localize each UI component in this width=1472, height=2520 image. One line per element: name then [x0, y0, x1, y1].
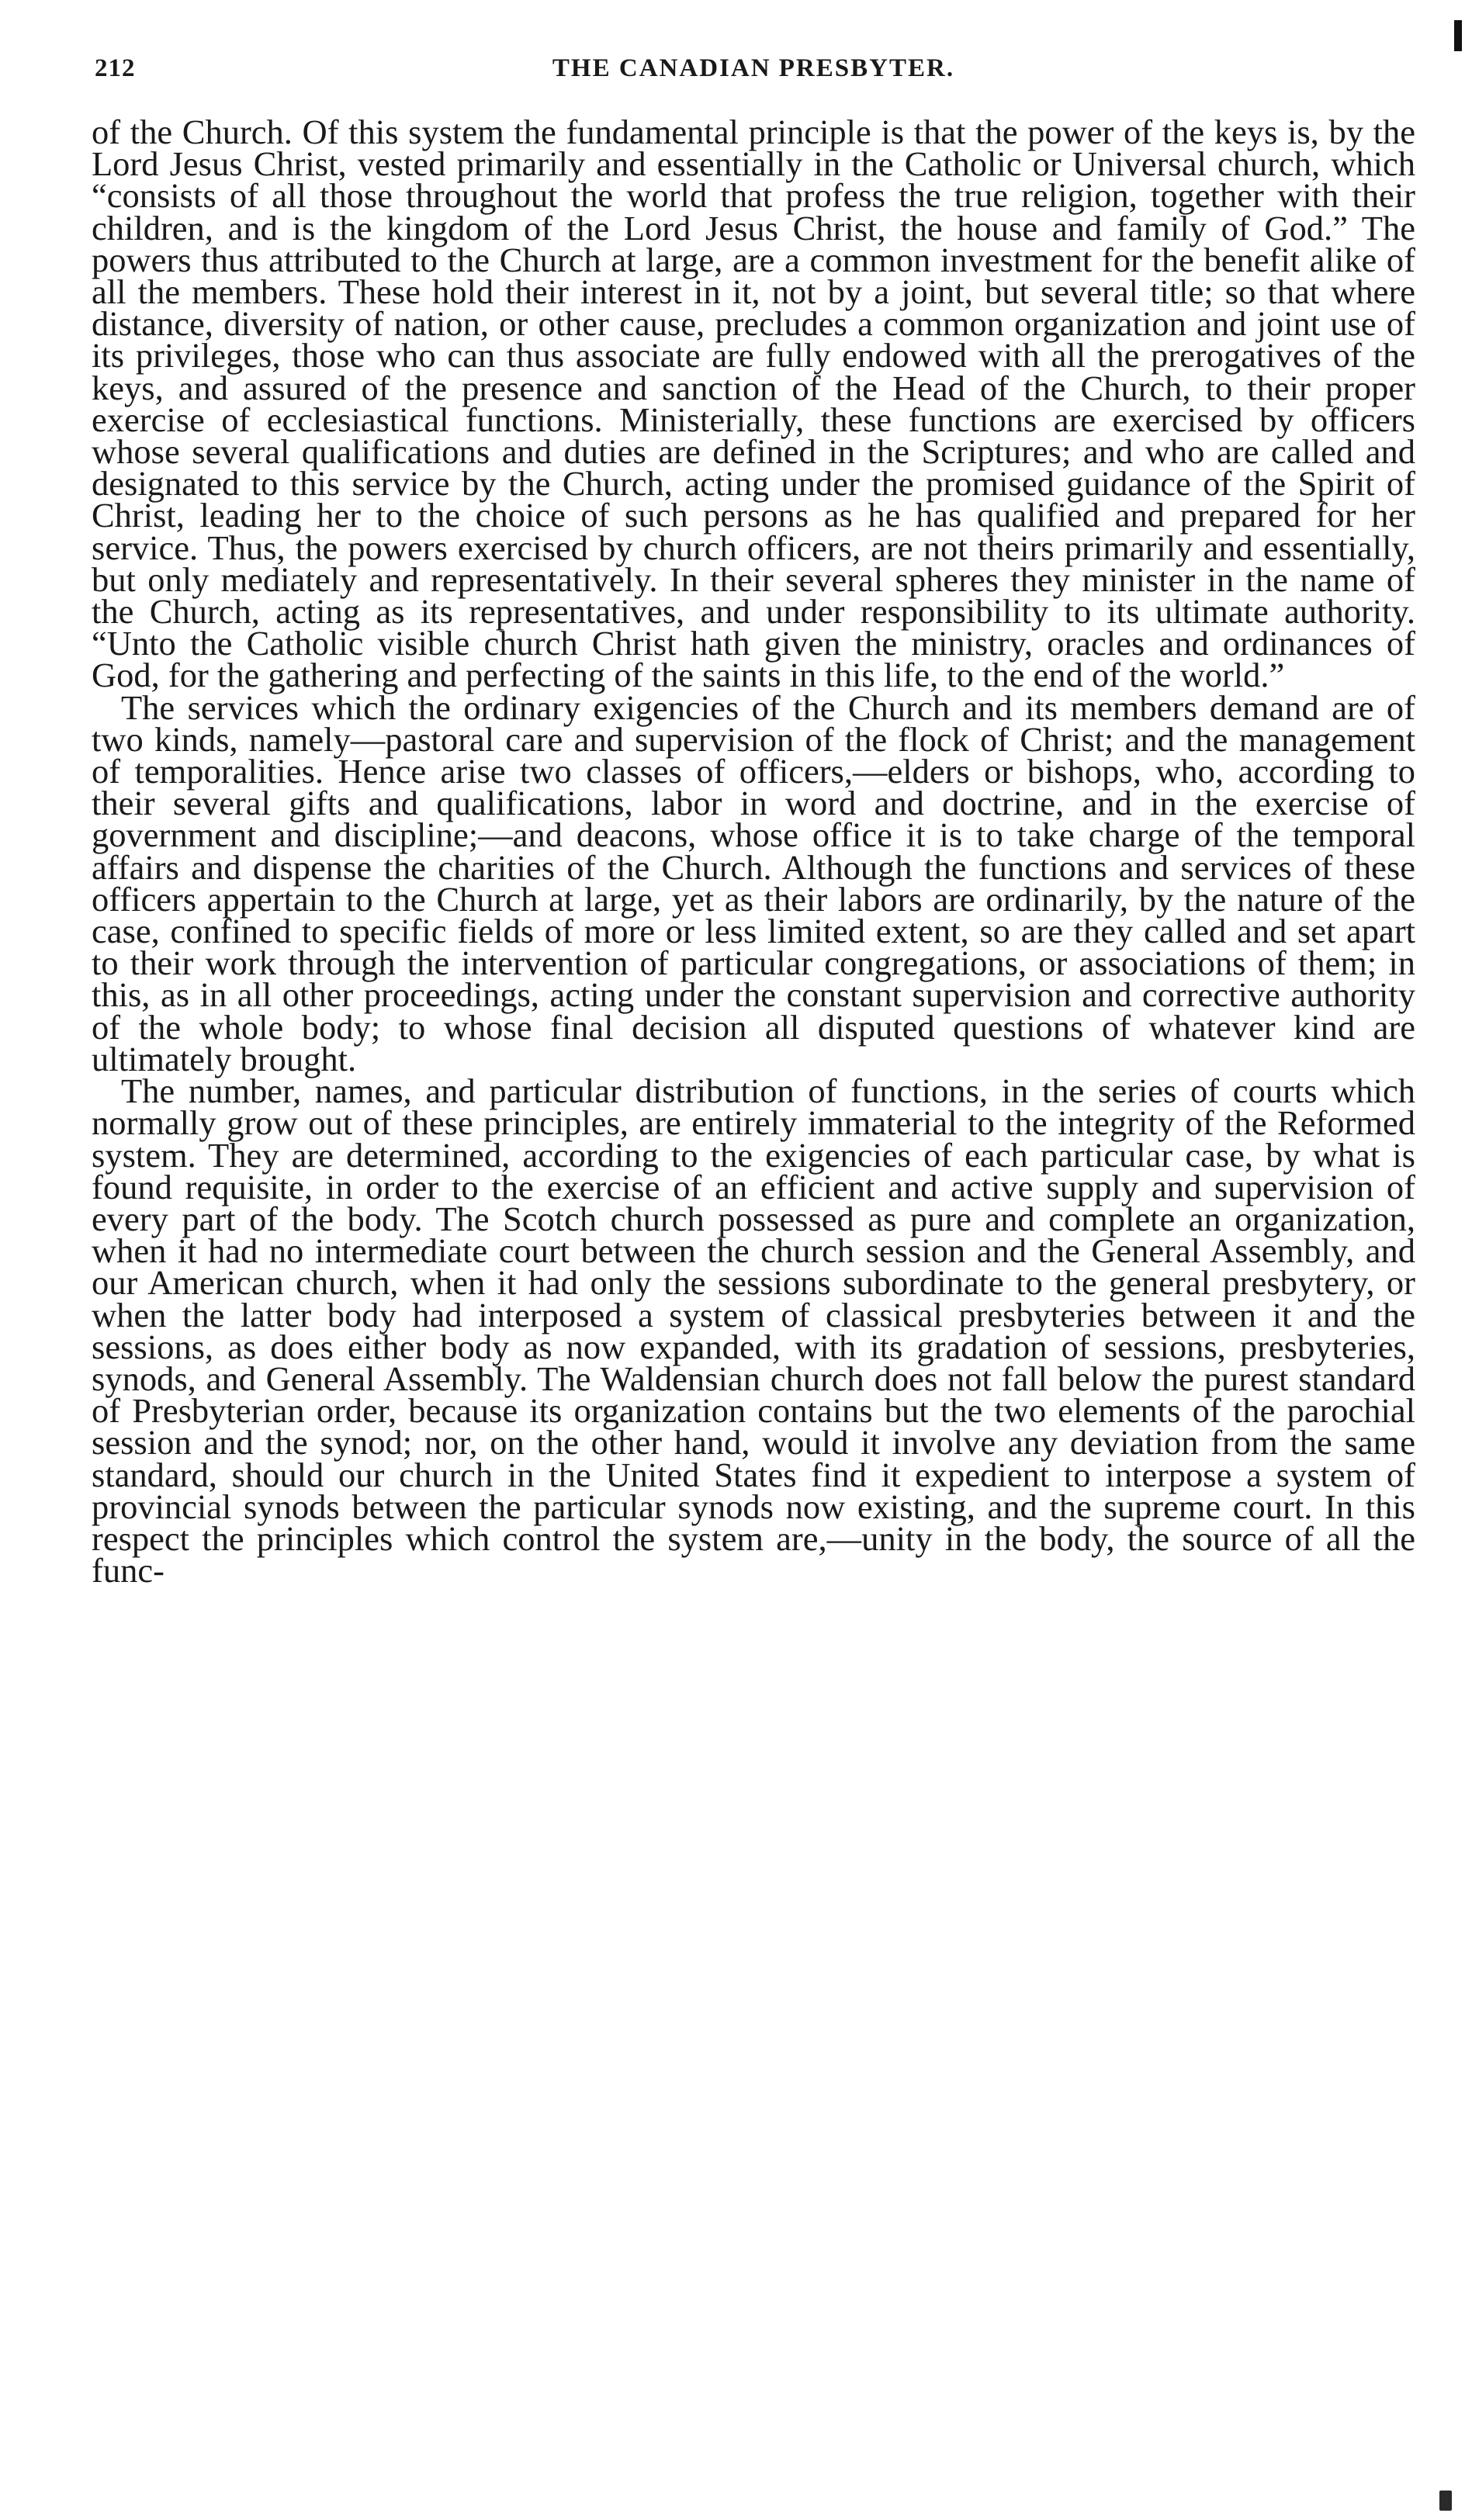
scan-corner-mark [1439, 2491, 1452, 2511]
body-text [92, 112, 1415, 1591]
document-page [92, 54, 1415, 1591]
page-number: 212 [95, 54, 136, 82]
paragraph-courts: The number, names, and particular distribution of functions, in the series of courts which normally grow out of these principles, are entirely immaterial to the integrity of the Reformed system. They are determined, according to the exigencies of each particular case, by what is found requisite, in order to the exercise of an efficient and active supply and supervision of every part of the body. The Scotch church possessed as pure and complete an organization, when it had no intermediate court between the church session and the General Assembly, and our American church, when it had only the sessions subordinate to the general presbytery, or when the latter body had interposed a system of classical presbyteries between it and the sessions, as does either body as now expanded, with its gradation of sessions, presbyteries, synods, and General Assembly. The Waldensian church does not fall below the purest standard of Presbyterian order, because its organization contains but the two elements of the parochial session and the synod; nor, on the other hand, would it involve any deviation from the same standard, should our church in the United States find it expedient to interpose a system of provincial synods between the particular synods now existing, and the supreme court. In this respect the principles which control the system are,—unity in the body, the source of all the func- [92, 1071, 1415, 1591]
running-head [92, 54, 1415, 102]
paragraph-continuation: of the Church. Of this system the fundamental principle is that the power of the keys is, by the Lord Jesus Christ, vested primarily and essentially in the Catholic or Universal church, which “consists of all those throughout the world that profess the true religion, together with their children, and is the kingdom of the Lord Jesus Christ, the house and family of God.” The powers thus attributed to the Church at large, are a common investment for the benefit alike of all the members. These hold their interest in it, not by a joint, but several title; so that where distance, diversity of nation, or other cause, precludes a common organization and joint use of its privileges, those who can thus associate are fully endowed with all the prerogatives of the keys, and assured of the presence and sanction of the Head of the Church, to their proper exercise of ecclesiastical functions. Ministerially, these functions are exercised by officers whose several qualifications and duties are defined in the Scriptures; and who are called and designated to this service by the Church, acting under the promised guidance of the Spirit of Christ, leading her to the choice of such persons as he has qualified and prepared for her service. Thus, the powers exercised by church officers, are not theirs primarily and essentially, but only mediately and representatively. In their several spheres they minister in the name of the Church, acting as its representatives, and under responsibility to its ultimate authority. “Unto the Catholic visible church Christ hath given the ministry, oracles and ordinances of God, for the gathering and perfecting of the saints in this life, to the end of the world.” [92, 112, 1415, 695]
paragraph-services: The services which the ordinary exigencies of the Church and its members demand are of two kinds, namely—pastoral care and supervision of the flock of Christ; and the management of temporalities. Hence arise two classes of officers,—elders or bishops, who, according to their several gifts and qualifications, labor in word and doctrine, and in the exercise of government and discipline;—and deacons, whose office it is to take charge of the temporal affairs and dispense the charities of the Church. Although the functions and services of these officers appertain to the Church at large, yet as their labors are ordinarily, by the nature of the case, confined to specific fields of more or less limited extent, so are they called and set apart to their work through the intervention of particular congregations, or associations of them; in this, as in all other proceedings, acting under the constant supervision and corrective authority of the whole body; to whose final decision all disputed questions of whatever kind are ultimately brought. [92, 687, 1415, 1078]
journal-title: THE CANADIAN PRESBYTER. [552, 54, 955, 82]
scan-edge-mark [1454, 20, 1462, 51]
